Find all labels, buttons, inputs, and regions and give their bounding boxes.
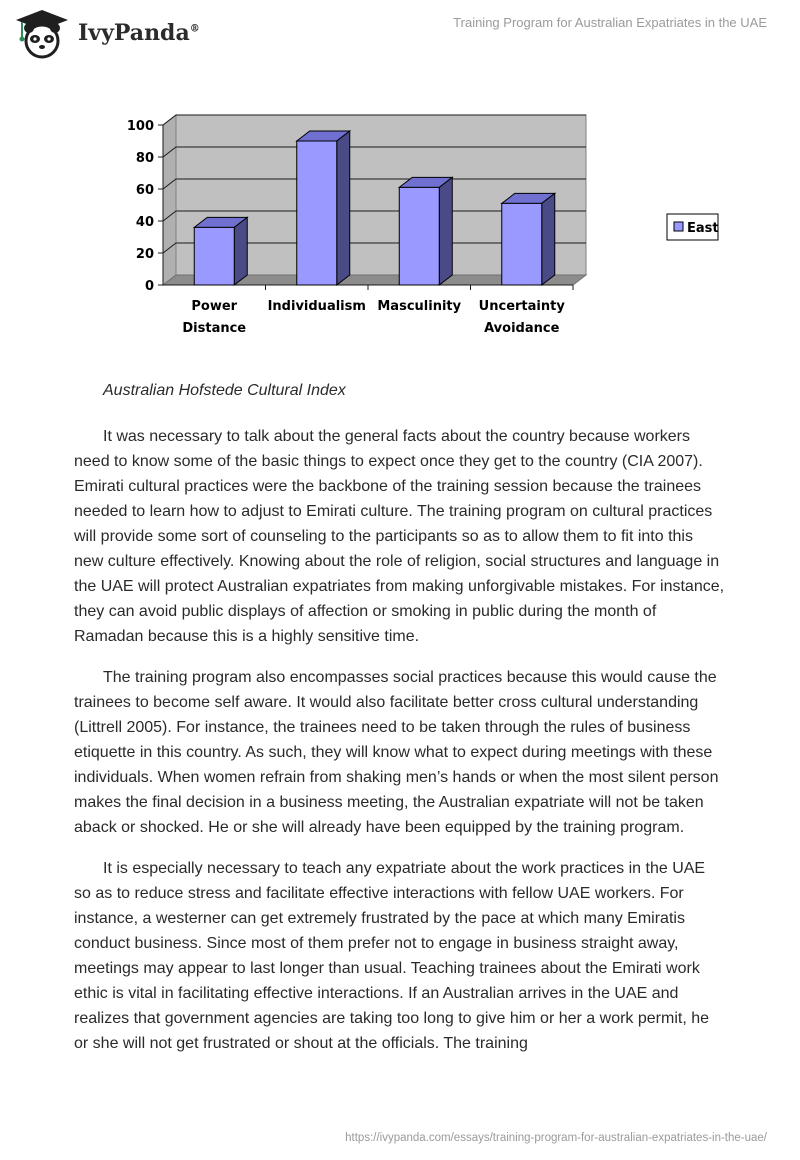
site-name: IvyPanda® (78, 20, 200, 46)
x-tick-label: Masculinity (377, 299, 462, 314)
legend-label: East (687, 221, 719, 236)
paragraph: The training program also encompasses social practices because this would cause the trainees to become self aware. It would also facilitate better cross cultural understanding (Littrell 2005). For instance, the trainees need to be taken through the rules of business etiquette in this country. As such, they will know what to expect during meetings with these individuals. When women refrain from shaking men’s hands or when the most silent person makes the final decision in a business meeting, the Australian expatriate will not be taken aback or shocked. He or she will already have been equipped by the training program. (74, 669, 719, 836)
bar-side (439, 177, 452, 285)
article-body (74, 424, 726, 1072)
page-header (0, 0, 800, 70)
document-title: Training Program for Australian Expatriates in the UAE (453, 15, 767, 30)
x-tick-label: Individualism (267, 299, 366, 314)
bar-side (337, 131, 350, 285)
bar (399, 187, 439, 285)
y-tick-label: 40 (135, 215, 154, 230)
chart-svg (100, 100, 740, 350)
y-tick-label: 0 (144, 279, 154, 294)
y-tick-label: 20 (135, 247, 154, 262)
paragraph: It is especially necessary to teach any expatriate about the work practices in the UAE so as to reduce stress and facilitate effective interactions with fellow UAE workers. For instance, a westerner can get extremely frustrated by the pace at which many Emiratis conduct business. Since most of them prefer not to engage in business straight away, meetings may appear to last longer than usual. Teaching trainees about the Emirati work ethic is vital in facilitating effective interactions. If an Australian arrives in the UAE and realizes that government agencies are taking too long to give him or her a work permit, he or she will not get frustrated or shout at the officials. The training (74, 860, 709, 1052)
y-tick-label: 80 (135, 151, 154, 166)
y-tick-label: 100 (126, 119, 154, 134)
hofstede-bar-chart (100, 100, 740, 350)
chart-side-wall (163, 115, 176, 285)
panda-graduate-icon (14, 8, 70, 60)
bar-side (234, 217, 247, 285)
chart-caption: Australian Hofstede Cultural Index (103, 382, 346, 399)
bar (194, 227, 234, 285)
y-tick-label: 60 (135, 183, 154, 198)
footer-url[interactable]: https://ivypanda.com/essays/training-program-for-australian-expatriates-in-the-uae/ (345, 1132, 767, 1144)
paragraph: It was necessary to talk about the general facts about the country because workers need to know some of the basic things to expect once they get to the country (CIA 2007). Emirati cultural practices were the backbone of the training session because the trainees needed to learn how to adjust to Emirati culture. The training program on cultural practices will provide some sort of counseling to the participants so as to allow them to fit into this new culture effectively. Knowing about the role of religion, social structures and language in the UAE will protect Australian expatriates from making unforgivable mistakes. For instance, they can avoid public displays of affection or smoking in public during the month of Ramadan because this is a highly sensitive time. (74, 428, 725, 645)
site-logo[interactable] (14, 8, 214, 60)
x-tick-label: Power Distance (182, 299, 247, 336)
bar (297, 141, 337, 285)
x-tick-label: Uncertainty Avoidance (478, 299, 565, 336)
bar-side (542, 193, 555, 285)
bar (502, 203, 542, 285)
legend-swatch (674, 222, 683, 231)
